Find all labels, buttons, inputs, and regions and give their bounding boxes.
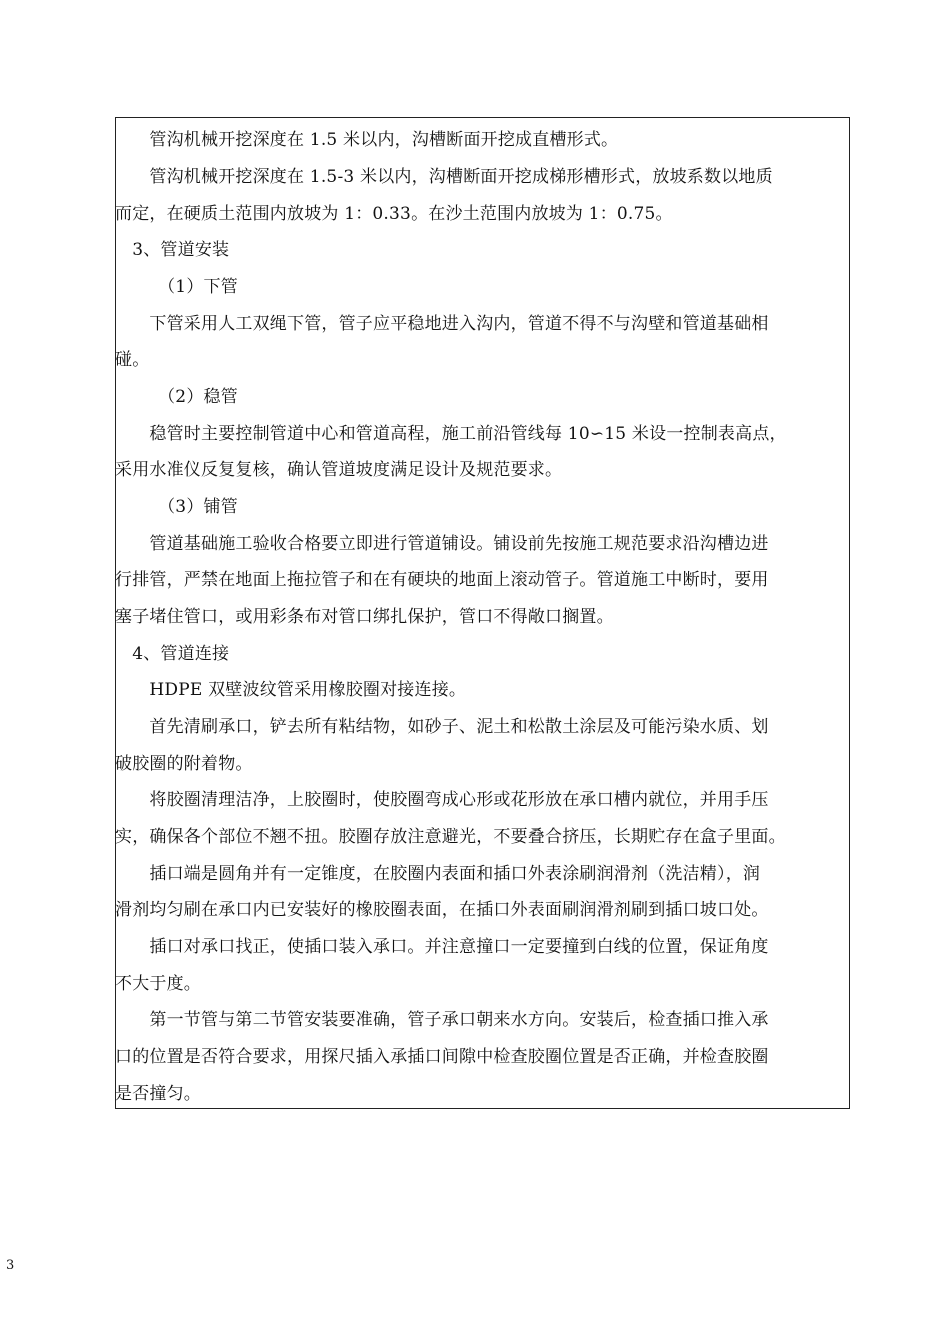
page-number: 3 bbox=[6, 1258, 15, 1273]
text-line: 插口对承口找正，使插口装入承口。并注意撞口一定要撞到白线的位置，保证角度 bbox=[115, 937, 769, 957]
text-line: 插口端是圆角并有一定锥度，在胶圈内表面和插口外表涂刷润滑剂（洗洁精），润 bbox=[115, 864, 761, 884]
text-line: 管沟机械开挖深度在 1.5 米以内，沟槽断面开挖成直槽形式。 bbox=[115, 130, 619, 150]
text-line: 实，确保各个部位不翘不扭。胶圈存放注意避光，不要叠合挤压，长期贮存在盒子里面。 bbox=[115, 827, 786, 847]
subsection-heading: （1）下管 bbox=[115, 277, 238, 297]
text-line: 不大于度。 bbox=[115, 974, 201, 994]
text-line: 口的位置是否符合要求，用探尺插入承插口间隙中检查胶圈位置是否正确，并检查胶圈 bbox=[115, 1047, 769, 1067]
text-line: 将胶圈清理洁净，上胶圈时，使胶圈弯成心形或花形放在承口槽内就位，并用手压 bbox=[115, 790, 769, 810]
subsection-heading: （3）铺管 bbox=[115, 497, 238, 517]
text-line: 碰。 bbox=[115, 350, 150, 370]
text-line: 而定，在硬质土范围内放坡为 1：0.33。在沙土范围内放坡为 1：0.75。 bbox=[115, 204, 673, 224]
text-line: 稳管时主要控制管道中心和管道高程，施工前沿管线每 10∽15 米设一控制表高点， bbox=[115, 424, 787, 444]
text-line: 滑剂均匀刷在承口内已安装好的橡胶圈表面，在插口外表面刷润滑剂刷到插口坡口处。 bbox=[115, 900, 769, 920]
text-line: 行排管，严禁在地面上拖拉管子和在有硬块的地面上滚动管子。管道施工中断时，要用 bbox=[115, 570, 769, 590]
section-heading: 4、管道连接 bbox=[115, 644, 230, 664]
text-line: 首先清刷承口，铲去所有粘结物，如砂子、泥土和松散土涂层及可能污染水质、划 bbox=[115, 717, 769, 737]
section-heading: 3、管道安装 bbox=[115, 240, 230, 260]
text-line: 是否撞匀。 bbox=[115, 1084, 201, 1104]
text-line: 破胶圈的附着物。 bbox=[115, 754, 253, 774]
text-line: 下管采用人工双绳下管，管子应平稳地进入沟内，管道不得不与沟壁和管道基础相 bbox=[115, 314, 769, 334]
text-line: 管道基础施工验收合格要立即进行管道铺设。铺设前先按施工规范要求沿沟槽边进 bbox=[115, 534, 769, 554]
subsection-heading: （2）稳管 bbox=[115, 387, 238, 407]
text-line: 管沟机械开挖深度在 1.5-3 米以内，沟槽断面开挖成梯形槽形式，放坡系数以地质 bbox=[115, 167, 773, 187]
text-line: 第一节管与第二节管安装要准确，管子承口朝来水方向。安装后，检查插口推入承 bbox=[115, 1010, 769, 1030]
text-line: 采用水准仪反复复核，确认管道坡度满足设计及规范要求。 bbox=[115, 460, 563, 480]
text-line: 塞子堵住管口，或用彩条布对管口绑扎保护，管口不得敞口搁置。 bbox=[115, 607, 614, 627]
text-line: HDPE 双壁波纹管采用橡胶圈对接连接。 bbox=[115, 680, 467, 700]
